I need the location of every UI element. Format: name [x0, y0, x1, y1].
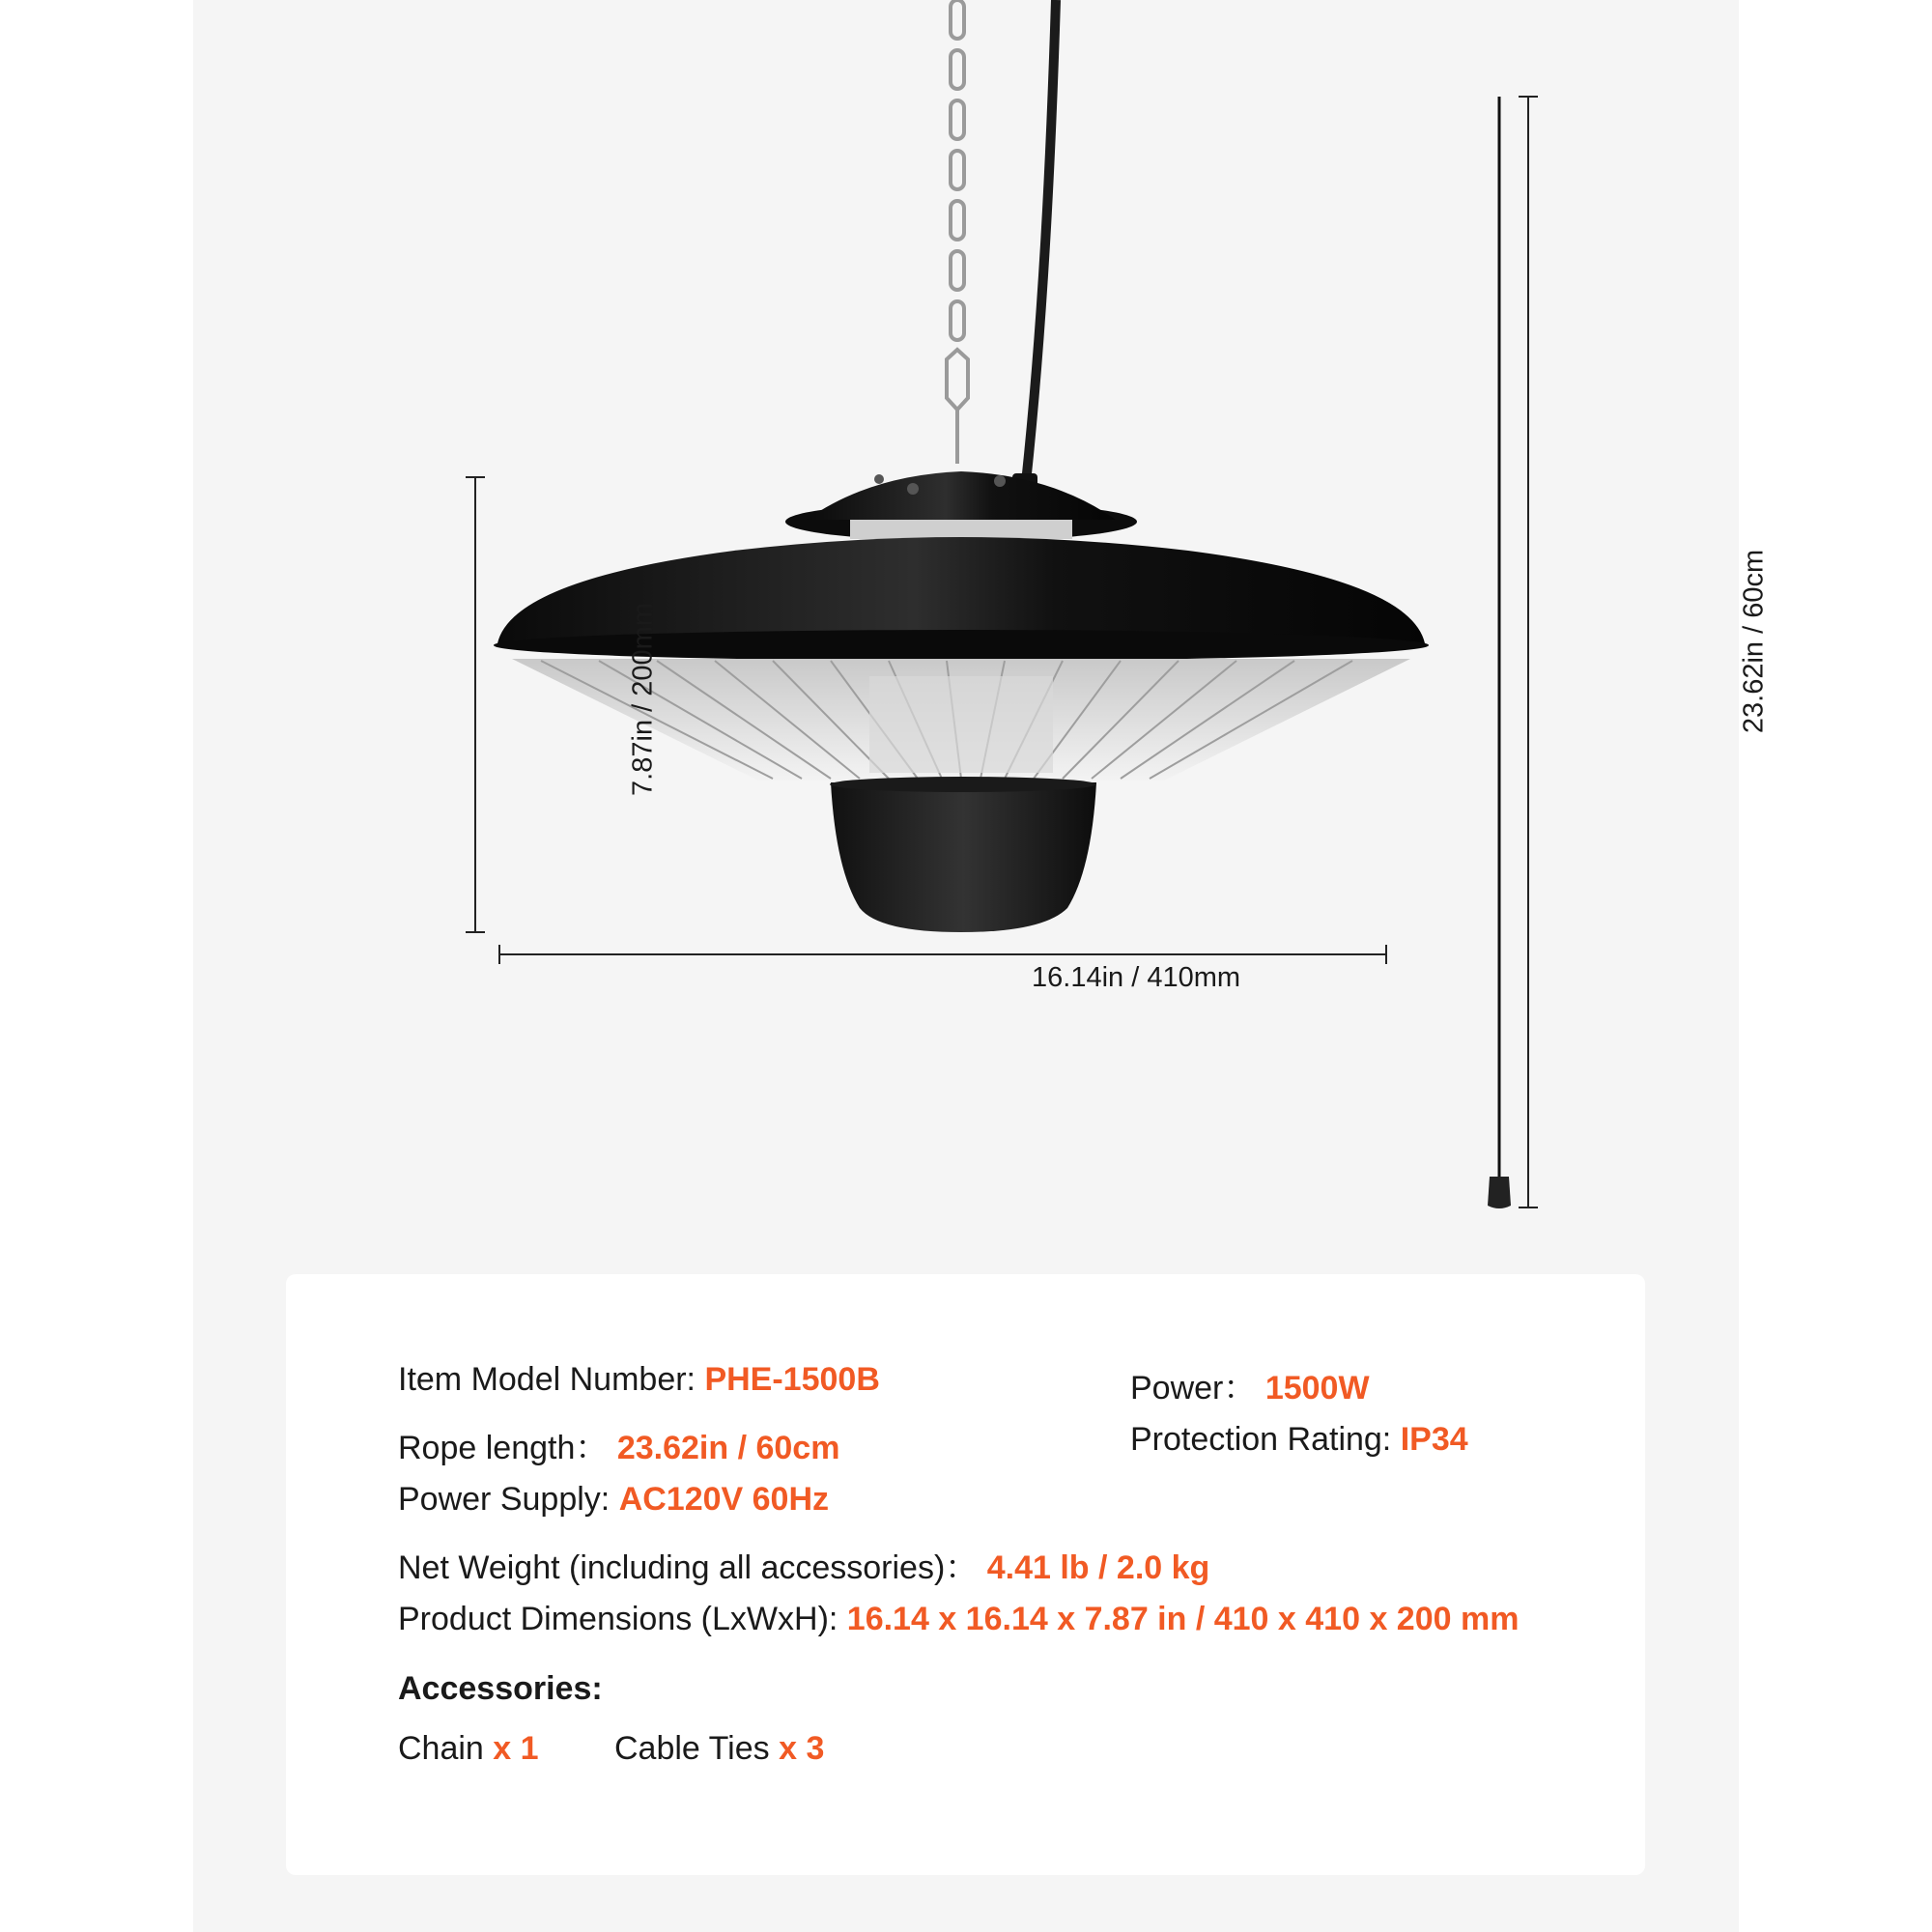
spec-model-label: Item Model Number:: [398, 1361, 696, 1398]
spec-rope-value: 23.62in / 60cm: [616, 1430, 840, 1466]
spec-protection: [1130, 1421, 1468, 1459]
accessory-name: Chain: [398, 1730, 484, 1767]
accessory-qty: x 1: [493, 1730, 539, 1767]
power-cable: [1026, 0, 1056, 483]
spec-rope-label: Rope length：: [398, 1430, 609, 1466]
height-dimension-label: 7.87in / 200mm: [627, 603, 659, 796]
accessory-name: Cable Ties: [614, 1730, 770, 1767]
spec-dimensions-label: Product Dimensions (LxWxH):: [398, 1601, 838, 1637]
spec-protection-value: IP34: [1400, 1421, 1468, 1458]
spec-power-label: Power：: [1130, 1370, 1257, 1406]
spec-weight-value: 4.41 lb / 2.0 kg: [986, 1549, 1210, 1586]
spec-rope: [398, 1421, 839, 1468]
spec-supply: [398, 1481, 829, 1519]
spec-power: [1130, 1361, 1370, 1408]
spec-protection-label: Protection Rating:: [1130, 1421, 1392, 1458]
spec-supply-label: Power Supply:: [398, 1481, 611, 1518]
rope-dimension-label: 23.62in / 60cm: [1738, 549, 1770, 734]
heater-illustration: [193, 0, 1739, 1256]
spec-weight: [398, 1541, 1209, 1588]
spec-model-value: PHE-1500B: [704, 1361, 880, 1398]
accessory-item: [614, 1730, 824, 1768]
chain: [947, 0, 968, 464]
accessory-item: [398, 1730, 539, 1768]
spec-weight-label: Net Weight (including all accessories)：: [398, 1549, 979, 1586]
spec-dimensions: [398, 1601, 1519, 1638]
spec-dimensions-value: 16.14 x 16.14 x 7.87 in / 410 x 410 x 200 mm: [846, 1601, 1520, 1637]
width-dimension-label: 16.14in / 410mm: [1032, 962, 1241, 993]
pull-cord-handle: [1488, 1177, 1511, 1208]
spec-supply-value: AC120V 60Hz: [618, 1481, 830, 1518]
spec-power-value: 1500W: [1264, 1370, 1370, 1406]
spec-card: [286, 1274, 1645, 1875]
spec-model: [398, 1361, 880, 1399]
accessory-qty: x 3: [779, 1730, 825, 1767]
accessories-title: Accessories:: [398, 1670, 603, 1707]
base-cup: [831, 782, 1096, 932]
